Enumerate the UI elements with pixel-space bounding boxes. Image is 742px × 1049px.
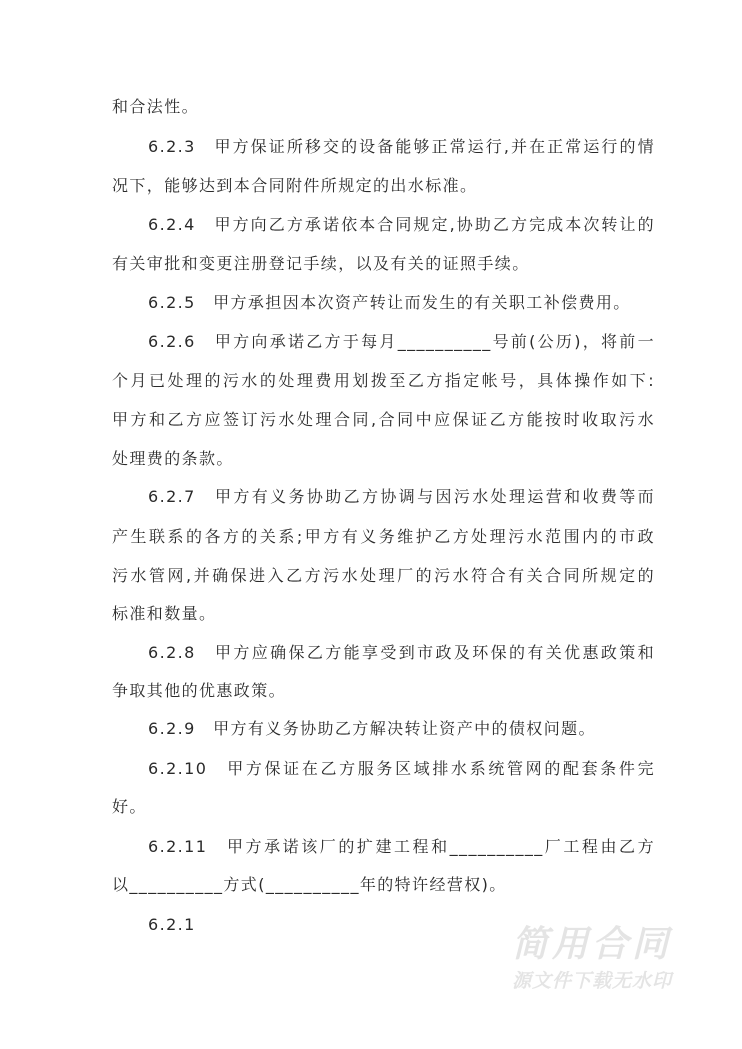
text-line: 甲方和乙方应签订污水处理合同,合同中应保证乙方能按时收取污水 (112, 410, 655, 429)
text-line: 况下，能够达到本合同附件所规定的出水标准。 (112, 176, 478, 195)
clause-6-2-7: 6.2.7 甲方有义务协助乙方协调与因污水处理运营和收费等而 (148, 487, 655, 506)
clause-6-2-8: 6.2.8 甲方应确保乙方能享受到市政及环保的有关优惠政策和 (148, 643, 655, 662)
clause-6-2-1: 6.2.1 (148, 915, 196, 934)
text-line: 以__________方式(__________年的特许经营权)。 (112, 875, 507, 894)
text-line: 污水管网,并确保进入乙方污水处理厂的污水符合有关合同所规定的 (112, 566, 655, 585)
text-line: 有关审批和变更注册登记手续，以及有关的证照手续。 (112, 254, 530, 273)
clause-6-2-6: 6.2.6 甲方向承诺乙方于每月__________号前(公历)，将前一 (148, 332, 655, 351)
clause-6-2-10: 6.2.10 甲方保证在乙方服务区域排水系统管网的配套条件完 (148, 759, 655, 778)
text-line: 争取其他的优惠政策。 (112, 681, 287, 700)
text-line: 产生联系的各方的关系;甲方有义务维护乙方处理污水范围内的市政 (112, 527, 655, 546)
text-line: 好。 (112, 797, 147, 816)
clause-6-2-3: 6.2.3 甲方保证所移交的设备能够正常运行,并在正常运行的情 (148, 137, 655, 156)
watermark-logo: 简用合同 (512, 924, 673, 965)
text-line: 处理费的条款。 (112, 449, 234, 468)
watermark-subtitle: 源文件下载无水印 (512, 970, 673, 992)
clause-6-2-4: 6.2.4 甲方向乙方承诺依本合同规定,协助乙方完成本次转让的 (148, 215, 655, 234)
clause-6-2-5: 6.2.5 甲方承担因本次资产转让而发生的有关职工补偿费用。 (148, 293, 631, 312)
text-line: 和合法性。 (112, 97, 200, 116)
text-line: 个月已处理的污水的处理费用划拨至乙方指定帐号，具体操作如下: (112, 371, 655, 390)
clause-6-2-11: 6.2.11 甲方承诺该厂的扩建工程和__________厂工程由乙方 (148, 837, 655, 856)
text-line: 标准和数量。 (112, 604, 217, 623)
clause-6-2-9: 6.2.9 甲方有义务协助乙方解决转让资产中的债权问题。 (148, 719, 596, 738)
